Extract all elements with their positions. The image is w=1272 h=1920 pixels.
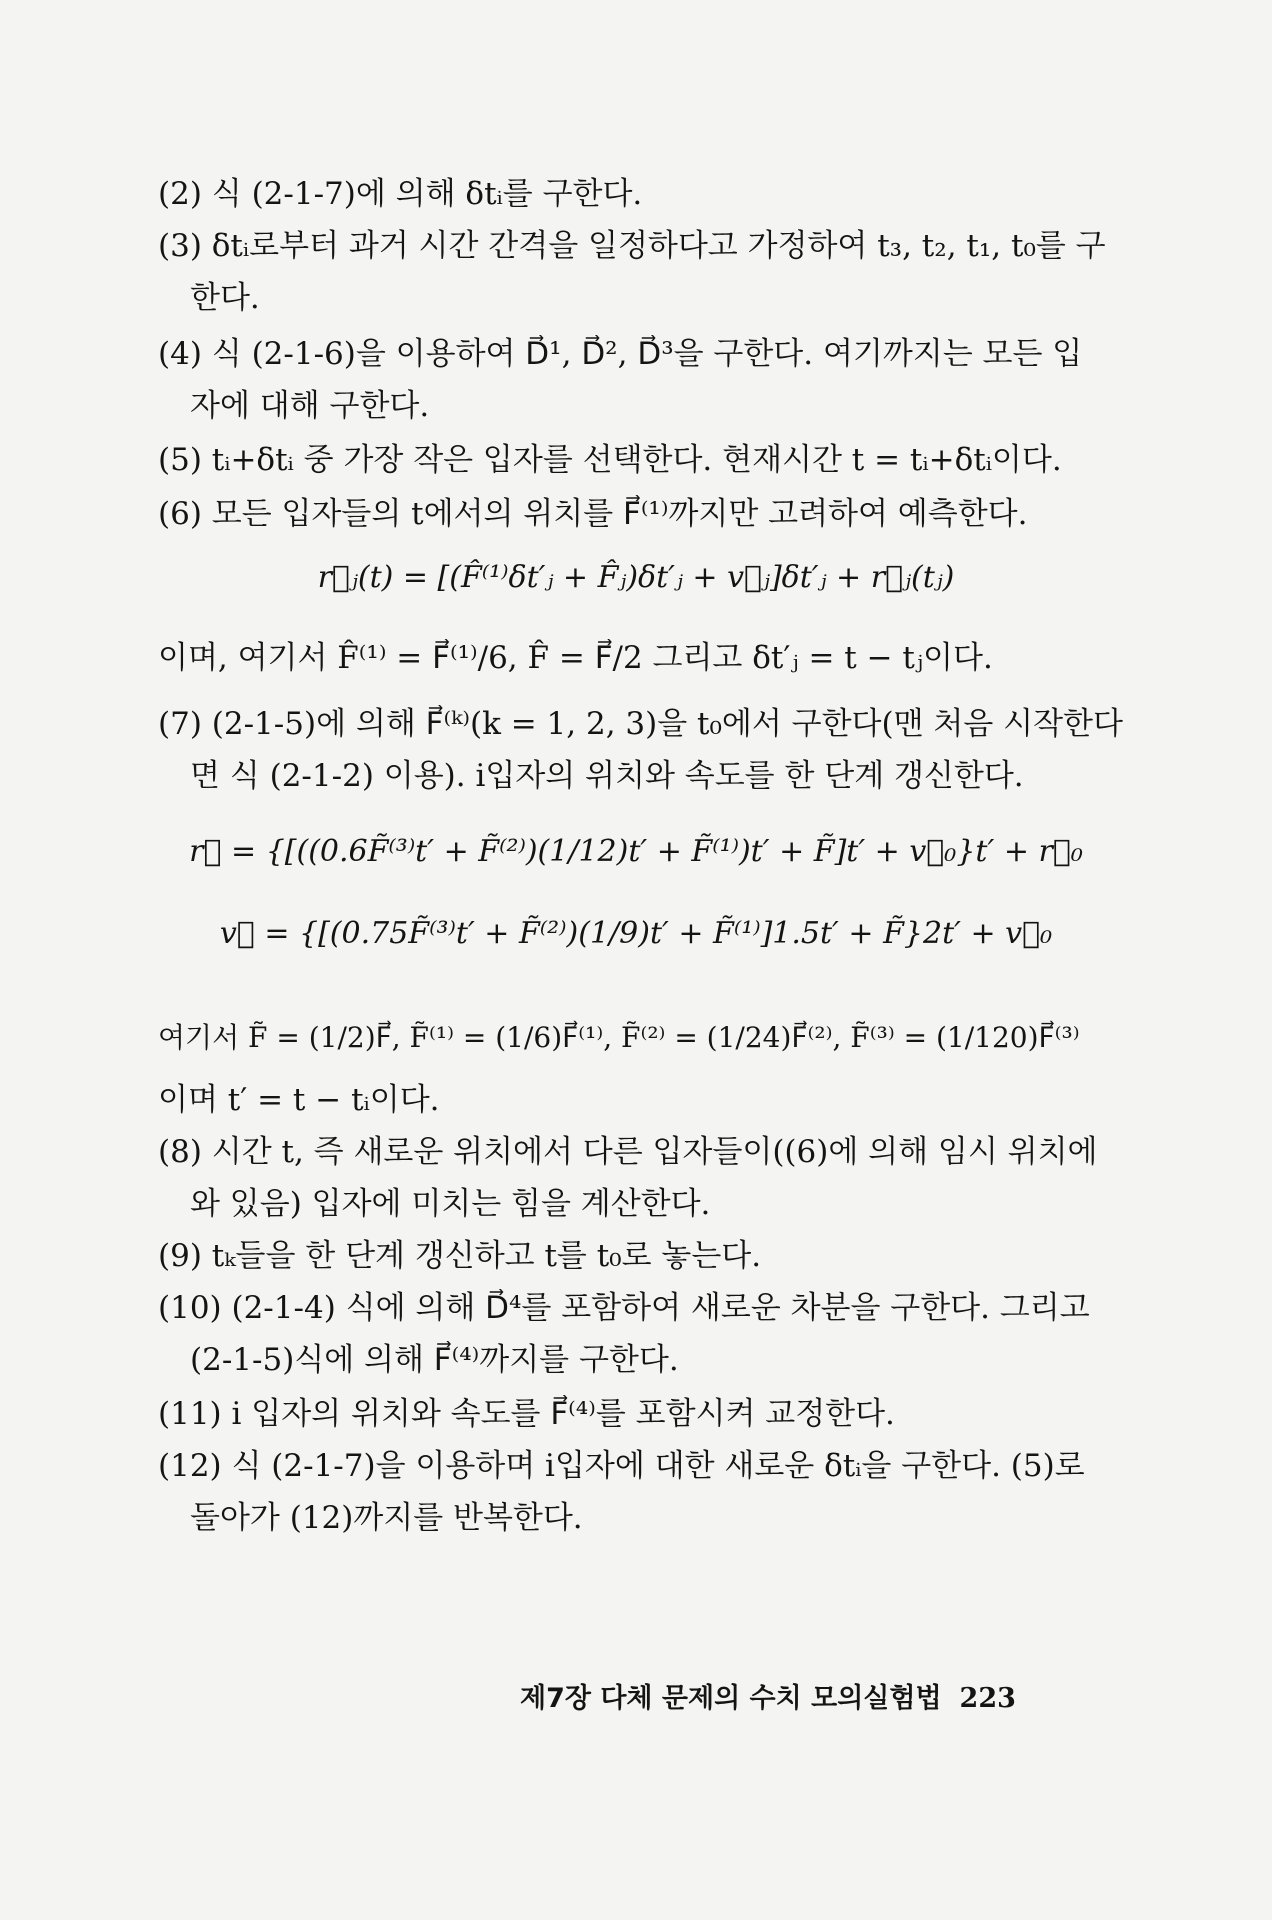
- text-line: (12) 식 (2-1-7)을 이용하며 i입자에 대한 새로운 δtᵢ을 구한다. (5)로: [158, 1448, 1085, 1484]
- text-line: (5) tᵢ+δtᵢ 중 가장 작은 입자를 선택한다. 현재시간 t = tᵢ+δtᵢ이다.: [158, 442, 1062, 478]
- text-line: 면 식 (2-1-2) 이용). i입자의 위치와 속도를 한 단계 갱신한다.: [190, 758, 1024, 794]
- page-footer: [520, 1676, 1016, 1715]
- text-line: 자에 대해 구한다.: [190, 388, 430, 424]
- chapter-title: 제7장 다체 문제의 수치 모의실험법: [520, 1683, 942, 1714]
- text-line: 이며 t′ = t − tᵢ이다.: [158, 1082, 440, 1118]
- text-line: (8) 시간 t, 즉 새로운 위치에서 다른 입자들이((6)에 의해 임시 위치에: [158, 1134, 1098, 1170]
- text-line: (6) 모든 입자들의 t에서의 위치를 F⃗⁽¹⁾까지만 고려하여 예측한다.: [158, 496, 1028, 532]
- text-line: (9) tₖ들을 한 단계 갱신하고 t를 t₀로 놓는다.: [158, 1238, 762, 1274]
- text-line: 와 있음) 입자에 미치는 힘을 계산한다.: [190, 1186, 711, 1222]
- text-line: (10) (2-1-4) 식에 의해 D⃗⁴를 포함하여 새로운 차분을 구한다. 그리고: [158, 1290, 1090, 1326]
- page-number: 223: [959, 1683, 1016, 1714]
- text-line: (3) δtᵢ로부터 과거 시간 간격을 일정하다고 가정하여 t₃, t₂, t₁, t₀를 구: [158, 228, 1106, 264]
- text-line: (7) (2-1-5)에 의해 F⃗⁽ᵏ⁾(k = 1, 2, 3)을 t₀에서 구한다(맨 처음 시작한다: [158, 706, 1123, 742]
- text-line: 한다.: [190, 280, 260, 316]
- text-line: 이며, 여기서 F̂⁽¹⁾ = F⃗⁽¹⁾/6, F̂ = F⃗/2 그리고 δt′ⱼ = t − tⱼ이다.: [158, 640, 993, 676]
- equation-predict: r⃗ⱼ(t) = [(F̂⁽¹⁾δt′ⱼ + F̂ⱼ)δt′ⱼ + v⃗ⱼ]δt′ⱼ + r⃗ⱼ(tⱼ): [317, 560, 955, 595]
- text-line: 여기서 F̃ = (1/2)F⃗, F̃⁽¹⁾ = (1/6)F⃗⁽¹⁾, F̃⁽²⁾ = (1/24)F⃗⁽²⁾, F̃⁽³⁾ = (1/120)F⃗⁽³⁾: [158, 1021, 1080, 1054]
- equation-position: r⃗ = {[((0.6F̃⁽³⁾t′ + F̃⁽²⁾)(1/12)t′ + F̃⁽¹⁾)t′ + F̃]t′ + v⃗₀}t′ + r⃗₀: [189, 834, 1083, 869]
- text-line: (2) 식 (2-1-7)에 의해 δtᵢ를 구한다.: [158, 176, 643, 212]
- text-line: (11) i 입자의 위치와 속도를 F⃗⁽⁴⁾를 포함시켜 교정한다.: [158, 1396, 895, 1432]
- text-line: (4) 식 (2-1-6)을 이용하여 D⃗¹, D⃗², D⃗³을 구한다. 여기까지는 모든 입: [158, 336, 1083, 372]
- equation-velocity: v⃗ = {[(0.75F̃⁽³⁾t′ + F̃⁽²⁾)(1/9)t′ + F̃⁽¹⁾]1.5t′ + F̃}2t′ + v⃗₀: [219, 916, 1053, 951]
- text-line: (2-1-5)식에 의해 F⃗⁽⁴⁾까지를 구한다.: [190, 1342, 679, 1378]
- text-line: 돌아가 (12)까지를 반복한다.: [190, 1500, 583, 1536]
